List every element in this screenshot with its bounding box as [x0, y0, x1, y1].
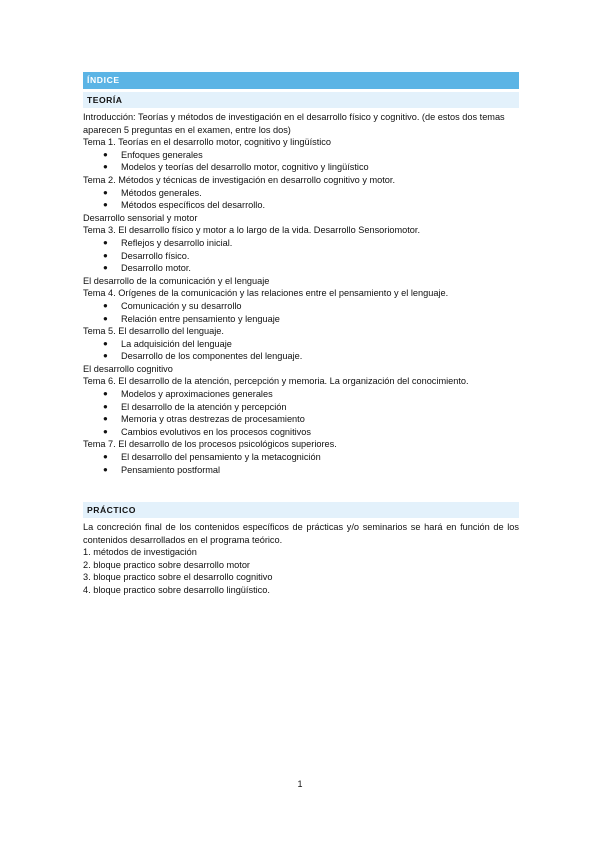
- bullet-icon: ●: [103, 250, 108, 260]
- tema2-title: Tema 2. Métodos y técnicas de investigación en desarrollo cognitivo y motor.: [83, 174, 396, 185]
- tema6-title: Tema 6. El desarrollo de la atención, percepción y memoria. La organización del conocimiento.: [83, 376, 469, 387]
- practical-header-bar: PRÁCTICO: [83, 502, 519, 518]
- list-item: ● La adquisición del lenguaje: [103, 338, 232, 349]
- list-item: 1. métodos de investigación: [83, 547, 197, 558]
- practical-section: [83, 499, 519, 597]
- practical-intro: La concreción final de los contenidos específicos de prácticas y/o seminarios se hará en función de los contenidos desarrollados en el programa teórico.: [83, 522, 519, 545]
- bullet-icon: ●: [103, 426, 108, 436]
- section-heading-sensorial: Desarrollo sensorial y motor: [83, 212, 198, 223]
- list-item: 4. bloque practico sobre desarrollo lingüístico.: [83, 584, 270, 595]
- theory-header-bar: TEORÍA: [83, 92, 519, 108]
- list-item: ● Métodos generales.: [103, 187, 202, 198]
- bullet-icon: ●: [103, 464, 108, 474]
- bullet-icon: ●: [103, 149, 108, 159]
- tema1-title: Tema 1. Teorías en el desarrollo motor, cognitivo y lingüístico: [83, 137, 332, 148]
- list-item: ● Reflejos y desarrollo inicial.: [103, 237, 233, 248]
- bullet-icon: ●: [103, 338, 108, 348]
- bullet-icon: ●: [103, 187, 108, 197]
- list-item: ● El desarrollo del pensamiento y la metacognición: [103, 452, 321, 463]
- bullet-icon: ●: [103, 452, 108, 462]
- list-item: ● Métodos específicos del desarrollo.: [103, 200, 266, 211]
- list-item: ● Comunicación y su desarrollo: [103, 300, 242, 311]
- bullet-icon: ●: [103, 351, 108, 361]
- bullet-icon: ●: [103, 401, 108, 411]
- list-item: ● Desarrollo físico.: [103, 250, 190, 261]
- tema4-title: Tema 4. Orígenes de la comunicación y las relaciones entre el pensamiento y el lenguaje.: [83, 288, 449, 299]
- bullet-icon: ●: [103, 237, 108, 247]
- list-item: ● Modelos y teorías del desarrollo motor, cognitivo y lingüístico: [103, 162, 369, 173]
- bullet-icon: ●: [103, 200, 108, 210]
- list-item: ● Enfoques generales: [103, 149, 203, 160]
- bullet-icon: ●: [103, 313, 108, 323]
- tema7-title: Tema 7. El desarrollo de los procesos psicológicos superiores.: [83, 439, 337, 450]
- intro-paragraph: Introducción: Teorías y métodos de investigación en el desarrollo físico y cognitivo. (de estos dos temas aparecen 5 preguntas en el examen, entre los dos): [83, 112, 505, 135]
- section-heading-comunicacion: El desarrollo de la comunicación y el lenguaje: [83, 275, 270, 286]
- bullet-icon: ●: [103, 263, 108, 273]
- theory-section: [83, 72, 519, 476]
- list-item: ● Pensamiento postformal: [103, 464, 221, 475]
- bullet-icon: ●: [103, 300, 108, 310]
- page-number: 1: [297, 779, 303, 789]
- bullet-icon: ●: [103, 162, 108, 172]
- list-item: ● Desarrollo motor.: [103, 263, 191, 274]
- list-item: ● Modelos y aproximaciones generales: [103, 389, 273, 400]
- tema5-title: Tema 5. El desarrollo del lenguaje.: [83, 326, 224, 337]
- tema3-title: Tema 3. El desarrollo físico y motor a lo largo de la vida. Desarrollo Sensoriomotor.: [83, 225, 421, 236]
- list-item: ● El desarrollo de la atención y percepción: [103, 401, 287, 412]
- section-heading-cognitivo: El desarrollo cognitivo: [83, 363, 173, 374]
- list-item: ● Desarrollo de los componentes del lenguaje.: [103, 351, 303, 362]
- list-item: ● Relación entre pensamiento y lenguaje: [103, 313, 280, 324]
- bullet-icon: ●: [103, 389, 108, 399]
- list-item: ● Cambios evolutivos en los procesos cognitivos: [103, 426, 311, 437]
- list-item: 3. bloque practico sobre el desarrollo cognitivo: [83, 572, 273, 583]
- list-item: ● Memoria y otras destrezas de procesamiento: [103, 414, 305, 425]
- index-header-bar: ÍNDICE: [83, 72, 519, 89]
- bullet-icon: ●: [103, 414, 108, 424]
- list-item: 2. bloque practico sobre desarrollo motor: [83, 559, 250, 570]
